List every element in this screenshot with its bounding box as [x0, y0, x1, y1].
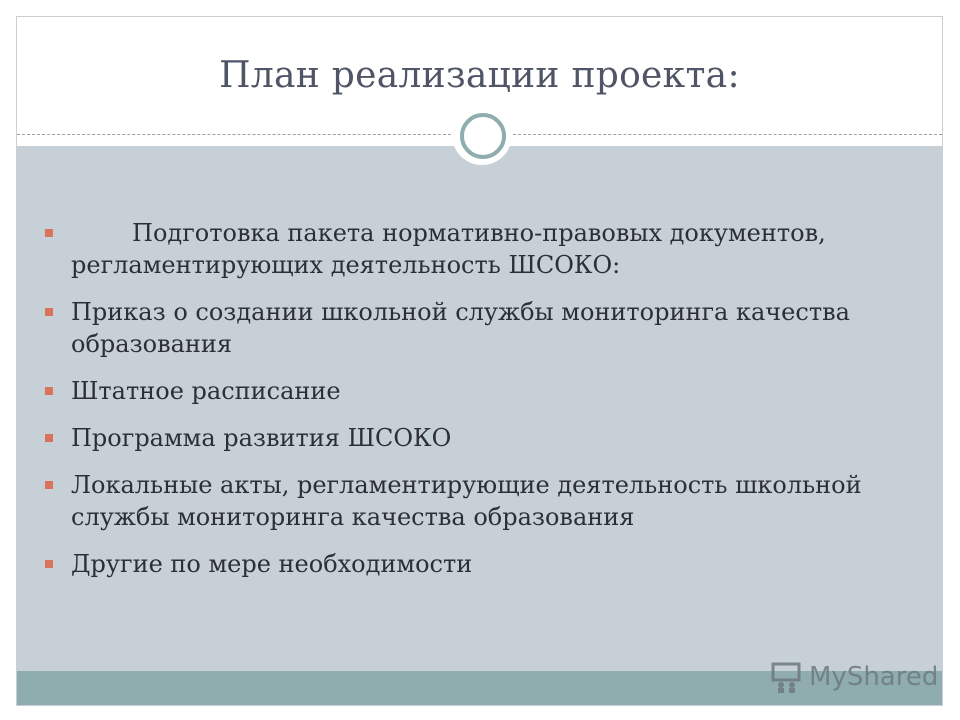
slide — [16, 16, 943, 706]
bullet-square-icon — [45, 387, 53, 395]
bullet-item — [17, 217, 942, 281]
divider-circle-icon — [452, 105, 512, 165]
bullet-square-icon — [45, 434, 53, 442]
bullet-item — [17, 469, 942, 533]
slide-title: План реализации проекта: — [219, 55, 740, 96]
bullet-item — [17, 296, 942, 360]
bullet-square-icon — [45, 308, 53, 316]
bullet-text: Подготовка пакета нормативно-правовых документов, регламентирующих деятельность ШСОКО: — [71, 219, 834, 279]
bullet-square-icon — [45, 229, 53, 237]
bullet-text: Приказ о создании школьной службы мониторинга качества образования — [71, 298, 850, 358]
bullet-list — [17, 217, 942, 595]
bullet-item — [17, 375, 942, 407]
bullet-text: Программа развития ШСОКО — [71, 424, 452, 452]
bullet-item — [17, 422, 942, 454]
circle-ring — [460, 113, 506, 159]
bullet-square-icon — [45, 560, 53, 568]
bullet-text: Локальные акты, регламентирующие деятельность школьной службы мониторинга качества образования — [71, 471, 862, 531]
watermark-text: MyShared — [809, 662, 939, 692]
myshared-watermark — [769, 657, 938, 697]
classroom-icon — [769, 660, 803, 694]
bullet-item — [17, 548, 942, 580]
bullet-square-icon — [45, 481, 53, 489]
bullet-text: Другие по мере необходимости — [71, 550, 473, 578]
bullet-text: Штатное расписание — [71, 377, 341, 405]
